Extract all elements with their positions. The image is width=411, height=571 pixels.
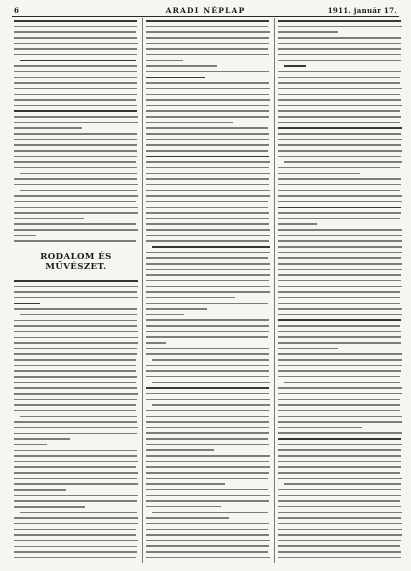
text-line	[278, 427, 362, 429]
text-line	[14, 127, 82, 129]
text-line	[146, 37, 269, 39]
text-line	[20, 173, 137, 175]
text-line	[146, 116, 269, 118]
text-line	[14, 433, 137, 435]
text-line	[278, 48, 401, 50]
text-column-2	[146, 18, 270, 563]
text-line	[146, 466, 270, 468]
text-line	[14, 421, 137, 423]
text-line	[14, 116, 138, 118]
text-line	[278, 449, 401, 451]
text-line	[14, 88, 137, 90]
text-line	[278, 365, 402, 367]
text-line	[146, 297, 235, 299]
text-line	[146, 461, 269, 463]
text-line	[146, 20, 269, 22]
text-line	[278, 246, 402, 248]
text-line	[14, 82, 137, 84]
text-line	[146, 26, 268, 28]
text-line	[146, 65, 217, 67]
text-line	[146, 393, 269, 395]
text-line	[146, 557, 270, 559]
text-line	[278, 517, 401, 519]
text-line	[278, 359, 402, 361]
text-line	[14, 325, 137, 327]
text-line	[14, 359, 136, 361]
text-line	[14, 529, 136, 531]
text-line	[278, 156, 401, 158]
text-line	[146, 314, 184, 316]
text-line	[278, 432, 402, 434]
text-line	[146, 399, 270, 401]
text-line	[14, 455, 137, 457]
text-line	[278, 291, 400, 293]
text-line	[146, 99, 270, 101]
text-line	[146, 240, 269, 242]
text-line	[146, 540, 270, 542]
text-line	[14, 450, 137, 452]
text-line	[146, 201, 268, 203]
text-line	[278, 82, 400, 84]
text-line	[278, 127, 402, 129]
text-line	[14, 37, 137, 39]
issue-date: 1911. január 17.	[327, 6, 397, 15]
text-line	[14, 399, 137, 401]
text-column-3	[278, 18, 402, 563]
text-line	[278, 26, 402, 28]
text-line	[278, 144, 401, 146]
text-line	[14, 110, 137, 112]
text-line	[278, 512, 402, 514]
text-line	[278, 551, 401, 553]
text-line	[278, 167, 400, 169]
text-line	[146, 489, 268, 491]
text-line	[14, 557, 136, 559]
text-line	[146, 173, 270, 175]
text-line	[146, 105, 269, 107]
text-line	[14, 65, 137, 67]
text-line	[14, 365, 136, 367]
text-line	[146, 353, 269, 355]
text-line	[146, 336, 268, 338]
text-line	[278, 240, 402, 242]
text-line	[278, 376, 400, 378]
text-line	[146, 449, 214, 451]
text-line	[146, 195, 270, 197]
text-line	[146, 257, 268, 259]
text-line	[146, 427, 269, 429]
text-line	[152, 382, 270, 384]
text-line	[146, 432, 269, 434]
text-line	[278, 133, 401, 135]
text-line	[146, 235, 270, 237]
text-line	[146, 529, 268, 531]
text-line	[14, 178, 137, 180]
text-line	[14, 71, 137, 73]
text-line	[14, 48, 137, 50]
text-line	[152, 359, 269, 361]
text-line	[278, 489, 401, 491]
text-line	[14, 546, 137, 548]
text-line	[146, 94, 269, 96]
text-line	[278, 252, 402, 254]
text-line	[20, 60, 136, 62]
text-line	[284, 161, 402, 163]
text-line	[278, 540, 401, 542]
text-line	[14, 26, 137, 28]
text-line	[14, 223, 136, 225]
text-line	[14, 207, 138, 209]
text-line	[146, 133, 269, 135]
text-line	[14, 393, 138, 395]
text-line	[14, 483, 138, 485]
text-line	[146, 212, 269, 214]
text-line	[278, 353, 402, 355]
text-line	[14, 303, 40, 305]
text-line	[20, 416, 137, 418]
text-line	[14, 133, 137, 135]
text-line	[278, 235, 402, 237]
text-line	[146, 54, 269, 56]
text-line	[146, 308, 207, 310]
text-line	[146, 252, 270, 254]
text-line	[278, 336, 401, 338]
text-line	[278, 122, 400, 124]
text-line	[278, 263, 402, 265]
text-line	[278, 20, 401, 22]
text-line	[278, 303, 400, 305]
text-line	[146, 331, 269, 333]
text-line	[278, 190, 400, 192]
text-line	[152, 246, 270, 248]
text-line	[14, 156, 137, 158]
text-line	[278, 404, 400, 406]
text-line	[146, 472, 269, 474]
text-line	[14, 43, 138, 45]
text-line	[14, 461, 138, 463]
text-line	[278, 173, 360, 175]
text-line	[146, 223, 269, 225]
text-line	[278, 297, 400, 299]
text-line	[278, 280, 401, 282]
text-line	[14, 122, 138, 124]
text-line	[14, 212, 138, 214]
text-line	[146, 483, 225, 485]
text-line	[146, 60, 183, 62]
text-line	[152, 512, 268, 514]
text-line	[146, 478, 268, 480]
text-column-1	[14, 18, 138, 563]
text-line	[278, 150, 402, 152]
text-line	[278, 461, 401, 463]
text-line	[278, 195, 402, 197]
text-line	[14, 150, 137, 152]
text-line	[146, 495, 270, 497]
text-line	[14, 31, 136, 33]
text-line	[278, 60, 401, 62]
text-line	[278, 416, 402, 418]
text-line	[278, 393, 402, 395]
text-line	[278, 534, 402, 536]
text-line	[146, 184, 269, 186]
text-line	[278, 218, 400, 220]
text-line	[278, 274, 401, 276]
text-line	[146, 110, 269, 112]
text-line	[278, 207, 401, 209]
text-line	[146, 416, 269, 418]
text-line	[284, 65, 306, 67]
text-line	[146, 48, 268, 50]
text-line	[14, 551, 137, 553]
text-line	[146, 190, 270, 192]
text-line	[146, 517, 229, 519]
text-line	[146, 342, 166, 344]
text-line	[14, 201, 136, 203]
text-line	[278, 54, 401, 56]
text-line	[14, 144, 137, 146]
text-line	[14, 348, 137, 350]
text-line	[14, 534, 136, 536]
text-line	[14, 331, 138, 333]
text-line	[278, 94, 400, 96]
text-line	[14, 523, 138, 525]
text-line	[278, 370, 401, 372]
text-line	[146, 77, 205, 79]
text-line	[278, 500, 400, 502]
text-line	[146, 291, 270, 293]
text-line	[284, 382, 400, 384]
text-line	[14, 376, 137, 378]
text-line	[14, 540, 138, 542]
text-line	[278, 314, 402, 316]
text-line	[278, 184, 401, 186]
text-line	[14, 320, 137, 322]
text-line	[278, 178, 401, 180]
text-line	[14, 382, 136, 384]
text-line	[278, 201, 402, 203]
text-line	[14, 427, 138, 429]
text-line	[146, 551, 268, 553]
section-headline: RODALOM ÉS MŰVÉSZET.	[40, 252, 112, 272]
text-line	[278, 71, 401, 73]
text-line	[152, 404, 270, 406]
text-line	[146, 376, 269, 378]
text-line	[146, 263, 270, 265]
text-line	[14, 438, 70, 440]
text-line	[14, 286, 138, 288]
text-line	[14, 139, 137, 141]
text-line	[14, 291, 137, 293]
text-line	[14, 506, 85, 508]
text-line	[278, 105, 402, 107]
text-line	[146, 156, 269, 158]
text-line	[278, 495, 401, 497]
text-line	[278, 421, 402, 423]
text-line	[146, 178, 269, 180]
text-line	[278, 325, 400, 327]
text-line	[14, 495, 138, 497]
text-line	[14, 478, 137, 480]
text-line	[14, 342, 138, 344]
text-line	[278, 229, 402, 231]
text-line	[278, 331, 401, 333]
text-line	[278, 438, 401, 440]
text-line	[14, 404, 136, 406]
text-line	[146, 370, 269, 372]
text-line	[146, 269, 270, 271]
text-line	[14, 308, 137, 310]
text-line	[14, 235, 36, 237]
text-line	[14, 466, 136, 468]
text-line	[14, 489, 66, 491]
text-line	[278, 257, 401, 259]
text-line	[14, 370, 136, 372]
text-line	[14, 184, 138, 186]
text-line	[146, 387, 269, 389]
text-line	[146, 139, 269, 141]
text-line	[278, 99, 401, 101]
text-line	[278, 308, 402, 310]
text-line	[278, 399, 400, 401]
text-line	[146, 286, 270, 288]
text-line	[14, 444, 47, 446]
text-line	[14, 240, 136, 242]
text-line	[146, 88, 270, 90]
text-line	[14, 229, 138, 231]
text-line	[284, 483, 401, 485]
text-line	[278, 223, 317, 225]
text-line	[278, 410, 400, 412]
text-line	[14, 410, 136, 412]
text-line	[14, 500, 137, 502]
text-line	[146, 444, 269, 446]
page-number: 6	[14, 6, 20, 15]
text-line	[20, 512, 137, 514]
text-line	[278, 31, 338, 33]
text-line	[14, 54, 137, 56]
text-line	[14, 517, 138, 519]
text-line	[146, 127, 268, 129]
text-line	[14, 472, 138, 474]
text-line	[14, 297, 138, 299]
text-line	[146, 280, 269, 282]
text-line	[146, 325, 269, 327]
text-line	[278, 523, 402, 525]
text-line	[278, 557, 401, 559]
text-line	[146, 43, 269, 45]
text-line	[278, 212, 401, 214]
text-line	[14, 195, 138, 197]
text-line	[278, 43, 401, 45]
text-line	[14, 387, 137, 389]
text-line	[278, 529, 402, 531]
text-line	[146, 438, 268, 440]
text-line	[146, 82, 269, 84]
text-line	[278, 319, 401, 321]
text-line	[278, 387, 402, 389]
text-line	[146, 303, 268, 305]
text-line	[278, 466, 401, 468]
text-line	[146, 161, 270, 163]
column-divider	[274, 18, 275, 563]
text-line	[146, 534, 269, 536]
text-line	[146, 523, 269, 525]
text-line	[14, 20, 137, 22]
text-line	[146, 319, 269, 321]
masthead: ARADI NÉPLAP	[165, 6, 246, 15]
text-line	[278, 472, 400, 474]
text-line	[146, 71, 269, 73]
text-line	[146, 365, 269, 367]
text-line	[278, 77, 400, 79]
text-line	[146, 218, 269, 220]
text-line	[278, 110, 400, 112]
header-rule	[12, 16, 399, 17]
text-line	[146, 545, 269, 547]
text-line	[278, 139, 402, 141]
text-line	[14, 77, 137, 79]
text-line	[278, 342, 401, 344]
text-line	[146, 122, 233, 124]
text-line	[146, 229, 270, 231]
text-line	[14, 105, 137, 107]
text-line	[278, 545, 400, 547]
text-line	[278, 478, 402, 480]
text-line	[146, 31, 270, 33]
text-line	[146, 144, 269, 146]
text-line	[146, 455, 270, 457]
text-line	[146, 506, 221, 508]
text-line	[146, 500, 269, 502]
text-line	[146, 410, 269, 412]
text-line	[146, 274, 270, 276]
text-line	[146, 348, 269, 350]
text-line	[278, 88, 402, 90]
text-line	[278, 444, 402, 446]
text-line	[146, 207, 268, 209]
text-line	[20, 314, 137, 316]
text-line	[14, 94, 137, 96]
text-line	[278, 269, 402, 271]
text-line	[14, 167, 137, 169]
text-line	[14, 337, 138, 339]
text-line	[14, 218, 84, 220]
column-divider	[142, 18, 143, 563]
text-line	[278, 506, 401, 508]
text-line	[146, 421, 269, 423]
text-line	[278, 116, 401, 118]
text-line	[14, 161, 136, 163]
text-line	[146, 150, 268, 152]
text-line	[278, 455, 401, 457]
text-line	[14, 280, 138, 282]
text-line	[14, 353, 137, 355]
text-line	[278, 348, 338, 350]
text-line	[278, 37, 401, 39]
text-line	[14, 99, 136, 101]
text-line	[20, 190, 137, 192]
text-line	[278, 286, 402, 288]
text-line	[146, 167, 269, 169]
